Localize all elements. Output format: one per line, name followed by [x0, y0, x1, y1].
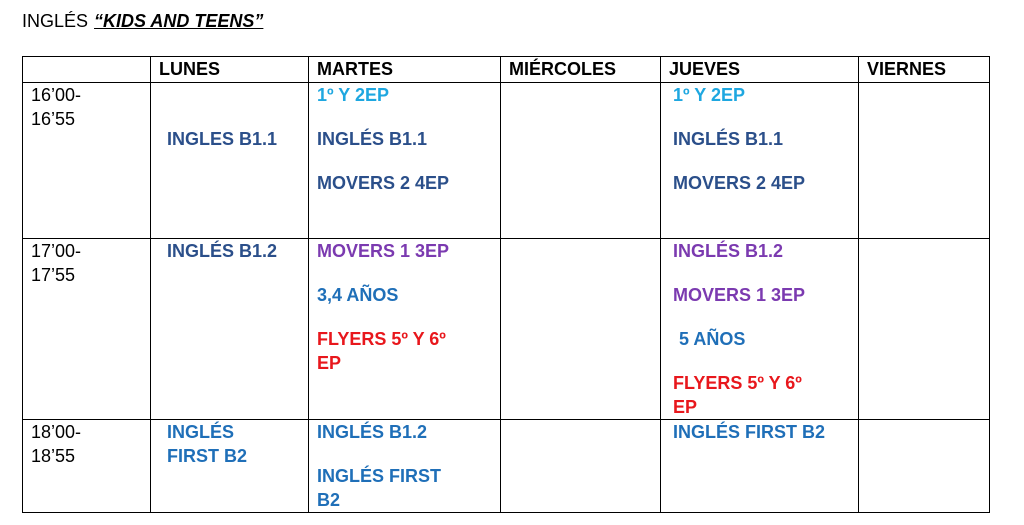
header-miercoles: MIÉRCOLES: [501, 57, 661, 83]
class-entry-line: FLYERS 5º Y 6º: [317, 329, 446, 349]
table-row: [23, 239, 990, 420]
cell-martes: [309, 420, 501, 513]
class-entry-line: EP: [673, 397, 698, 417]
time-end: 17’55: [31, 265, 76, 285]
cell-miercoles: [501, 83, 661, 239]
cell-miercoles: [501, 420, 661, 513]
class-entry: INGLES B1.1: [167, 129, 278, 149]
class-entry: 3,4 AÑOS: [317, 285, 399, 305]
class-entry: [167, 420, 308, 468]
class-entry: MOVERS 1 3EP: [317, 241, 450, 261]
class-entry-line: FLYERS 5º Y 6º: [673, 373, 802, 393]
time-start: 16’00-: [31, 85, 82, 105]
class-entry: INGLÉS B1.1: [317, 129, 428, 149]
cell-jueves: [661, 420, 859, 513]
class-entry: MOVERS 2 4EP: [317, 173, 450, 193]
schedule-table: [22, 56, 990, 513]
cell-viernes: [859, 239, 990, 420]
class-entry: MOVERS 1 3EP: [673, 285, 806, 305]
document-title: [22, 11, 263, 32]
time-cell: [23, 239, 151, 420]
cell-martes: [309, 83, 501, 239]
time-start: 18’00-: [31, 422, 82, 442]
class-entry-line: INGLÉS FIRST: [317, 466, 442, 486]
cell-martes: [309, 239, 501, 420]
class-entry: INGLÉS B1.1: [673, 129, 784, 149]
class-entry: [673, 371, 858, 419]
header-lunes: LUNES: [151, 57, 309, 83]
cell-jueves: [661, 83, 859, 239]
header-row: [23, 57, 990, 83]
class-entry: 1º Y 2EP: [673, 85, 745, 105]
class-entry: INGLÉS FIRST B2: [673, 422, 826, 442]
cell-viernes: [859, 420, 990, 513]
table-row: [23, 83, 990, 239]
header-jueves: JUEVES: [661, 57, 859, 83]
class-entry-line: EP: [317, 353, 342, 373]
cell-lunes: [151, 420, 309, 513]
header-martes: MARTES: [309, 57, 501, 83]
table-row: [23, 420, 990, 513]
class-entry: INGLÉS B1.2: [317, 422, 428, 442]
title-emphasis: “KIDS AND TEENS”: [94, 11, 264, 31]
time-cell: [23, 420, 151, 513]
time-start: 17’00-: [31, 241, 82, 261]
cell-jueves: [661, 239, 859, 420]
class-entry: [317, 464, 500, 512]
class-entry: 1º Y 2EP: [317, 85, 389, 105]
time-end: 18’55: [31, 446, 76, 466]
class-entry-line: FIRST B2: [167, 446, 248, 466]
class-entry-line: INGLÉS: [167, 422, 235, 442]
class-entry: 5 AÑOS: [679, 329, 746, 349]
header-viernes: VIERNES: [859, 57, 990, 83]
class-entry: INGLÉS B1.2: [167, 241, 278, 261]
cell-lunes: [151, 83, 309, 239]
class-entry: [317, 327, 500, 375]
class-entry-line: B2: [317, 490, 341, 510]
cell-lunes: [151, 239, 309, 420]
cell-viernes: [859, 83, 990, 239]
class-entry: MOVERS 2 4EP: [673, 173, 806, 193]
cell-miercoles: [501, 239, 661, 420]
time-cell: [23, 83, 151, 239]
class-entry: INGLÉS B1.2: [673, 241, 784, 261]
title-prefix: INGLÉS: [22, 11, 89, 31]
time-end: 16’55: [31, 109, 76, 129]
header-corner: [23, 57, 151, 83]
